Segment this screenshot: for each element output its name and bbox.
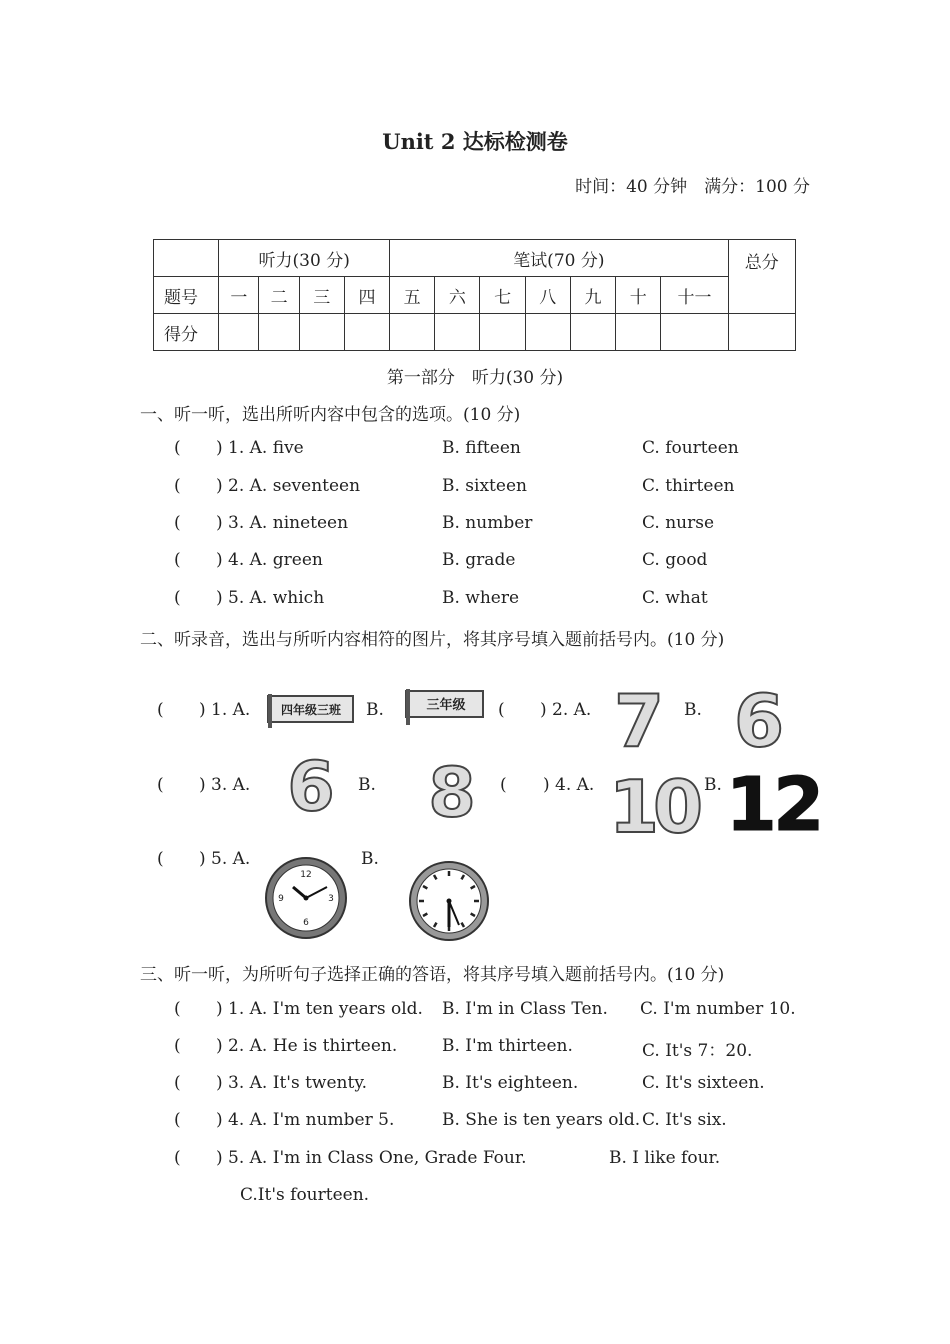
option-c: C. thirteen (642, 476, 735, 496)
option-a: ) 1. A. I'm ten years old. (216, 999, 423, 1019)
option-c: C. fourteen (642, 438, 739, 458)
option-a: ) 2. A. He is thirteen. (216, 1036, 398, 1056)
option-b-label: B. (366, 700, 384, 720)
number-6-image (733, 676, 785, 763)
option-b: B. I'm in Class Ten. (442, 999, 608, 1019)
answer-paren[interactable]: ( (157, 700, 164, 720)
number-8-glyph: 8 (428, 754, 476, 833)
option-a: ) 3. A. nineteen (216, 513, 349, 533)
score-cell[interactable] (259, 314, 299, 351)
clock-center (304, 896, 309, 901)
class-sign-a-image (267, 692, 355, 730)
option-a: ) 4. A. I'm number 5. (216, 1110, 395, 1130)
answer-paren[interactable]: ( (174, 1148, 181, 1168)
question-number: 八 (525, 277, 570, 314)
question-number: 九 (570, 277, 615, 314)
option-b: B. I like four. (609, 1148, 721, 1168)
score-cell[interactable] (344, 314, 389, 351)
part-one-heading: 第一部分 听力(30 分) (386, 368, 564, 388)
option-b-label: B. (361, 849, 379, 869)
question-number: 五 (390, 277, 435, 314)
number-10-glyph: 10 (608, 765, 698, 849)
question-number: 一 (219, 277, 259, 314)
answer-paren[interactable]: ( (174, 438, 181, 458)
answer-paren[interactable]: ( (174, 999, 181, 1019)
question-number: 六 (435, 277, 480, 314)
clock-a-image (263, 855, 349, 941)
question-number: 四 (344, 277, 389, 314)
number-7-glyph: 7 (613, 679, 665, 763)
clock-numeral-6: 6 (303, 918, 309, 928)
option-b: B. fifteen (442, 438, 521, 458)
score-table (153, 239, 796, 351)
q1-label: ) 1. A. (199, 700, 251, 720)
answer-paren[interactable]: ( (157, 849, 164, 869)
option-c: C. It's six. (642, 1110, 727, 1130)
class-sign-b-image (404, 687, 486, 727)
score-cell[interactable] (480, 314, 525, 351)
score-cell[interactable] (390, 314, 435, 351)
number-6-glyph: 6 (287, 748, 335, 827)
writing-header: 笔试(70 分) (390, 240, 729, 277)
answer-paren[interactable]: ( (174, 513, 181, 533)
number-10-image (608, 760, 698, 849)
option-c: C.It's fourteen. (240, 1185, 370, 1205)
q5-label: ) 5. A. (199, 849, 251, 869)
option-c: C. It's 7：20. (642, 1041, 753, 1061)
option-a: ) 3. A. It's twenty. (216, 1073, 368, 1093)
score-cell[interactable] (661, 314, 728, 351)
sign-a-text: 四年级三班 (280, 703, 342, 717)
option-b: B. sixteen (442, 476, 527, 496)
question-number: 二 (259, 277, 299, 314)
exam-meta: 时间：40 分钟 满分：100 分 (575, 177, 810, 197)
answer-paren[interactable]: ( (174, 1073, 181, 1093)
q4-label: ) 4. A. (543, 775, 595, 795)
option-b: B. She is ten years old. (442, 1110, 641, 1130)
option-b: B. number (442, 513, 533, 533)
clock-numeral-9: 9 (278, 894, 284, 904)
score-row-label: 得分 (154, 314, 219, 351)
option-b-label: B. (704, 775, 722, 795)
question-number: 十 (616, 277, 661, 314)
score-cell[interactable] (525, 314, 570, 351)
answer-paren[interactable]: ( (500, 775, 507, 795)
option-c: C. nurse (642, 513, 715, 533)
number-12-image (725, 758, 821, 848)
sign-post (406, 689, 410, 725)
option-c: C. It's sixteen. (642, 1073, 765, 1093)
clock-numeral-12: 12 (300, 870, 312, 880)
score-cell[interactable] (728, 314, 795, 351)
score-cell[interactable] (570, 314, 615, 351)
answer-paren[interactable]: ( (174, 550, 181, 570)
option-b: B. It's eighteen. (442, 1073, 579, 1093)
page-title: Unit 2 达标检测卷 (382, 129, 568, 154)
clock-b-image (407, 859, 491, 943)
answer-paren[interactable]: ( (174, 1036, 181, 1056)
option-c: C. I'm number 10. (640, 999, 796, 1019)
option-b-label: B. (684, 700, 702, 720)
q3-label: ) 3. A. (199, 775, 251, 795)
question-row-label: 题号 (154, 277, 219, 314)
option-a: ) 1. A. five (216, 438, 304, 458)
section3-heading: 三、听一听，为所听句子选择正确的答语，将其序号填入题前括号内。(10 分) (140, 965, 725, 985)
option-b: B. where (442, 588, 520, 608)
option-c: C. what (642, 588, 708, 608)
option-b-label: B. (358, 775, 376, 795)
clock-center (447, 899, 452, 904)
answer-paren[interactable]: ( (174, 1110, 181, 1130)
option-a: ) 5. A. which (216, 588, 325, 608)
number-8-image (428, 750, 476, 833)
option-b: B. I'm thirteen. (442, 1036, 573, 1056)
number-6-glyph: 6 (733, 679, 785, 763)
sign-b-text: 三年级 (426, 698, 466, 713)
score-cell[interactable] (435, 314, 480, 351)
total-header: 总分 (728, 240, 795, 314)
score-cell[interactable] (616, 314, 661, 351)
option-a: ) 4. A. green (216, 550, 323, 570)
corner-cell (154, 240, 219, 277)
answer-paren[interactable]: ( (157, 775, 164, 795)
number-7-image (613, 679, 665, 763)
option-b: B. grade (442, 550, 516, 570)
section2-heading: 二、听录音，选出与所听内容相符的图片，将其序号填入题前括号内。(10 分) (140, 630, 725, 650)
number-12-glyph: 12 (725, 762, 821, 848)
question-number: 十一 (661, 277, 728, 314)
option-c: C. good (642, 550, 708, 570)
score-cell[interactable] (219, 314, 259, 351)
answer-paren[interactable]: ( (174, 476, 181, 496)
score-cell[interactable] (299, 314, 344, 351)
question-number: 七 (480, 277, 525, 314)
q2-label: ) 2. A. (540, 700, 592, 720)
answer-paren[interactable]: ( (498, 700, 505, 720)
option-a: ) 2. A. seventeen (216, 476, 361, 496)
clock-numeral-3: 3 (328, 894, 334, 904)
listening-header: 听力(30 分) (219, 240, 390, 277)
section1-heading: 一、听一听，选出所听内容中包含的选项。(10 分) (140, 405, 521, 425)
option-a: ) 5. A. I'm in Class One, Grade Four. (216, 1148, 527, 1168)
question-number: 三 (299, 277, 344, 314)
number-6-image (287, 744, 335, 827)
answer-paren[interactable]: ( (174, 588, 181, 608)
sign-post (268, 694, 272, 728)
